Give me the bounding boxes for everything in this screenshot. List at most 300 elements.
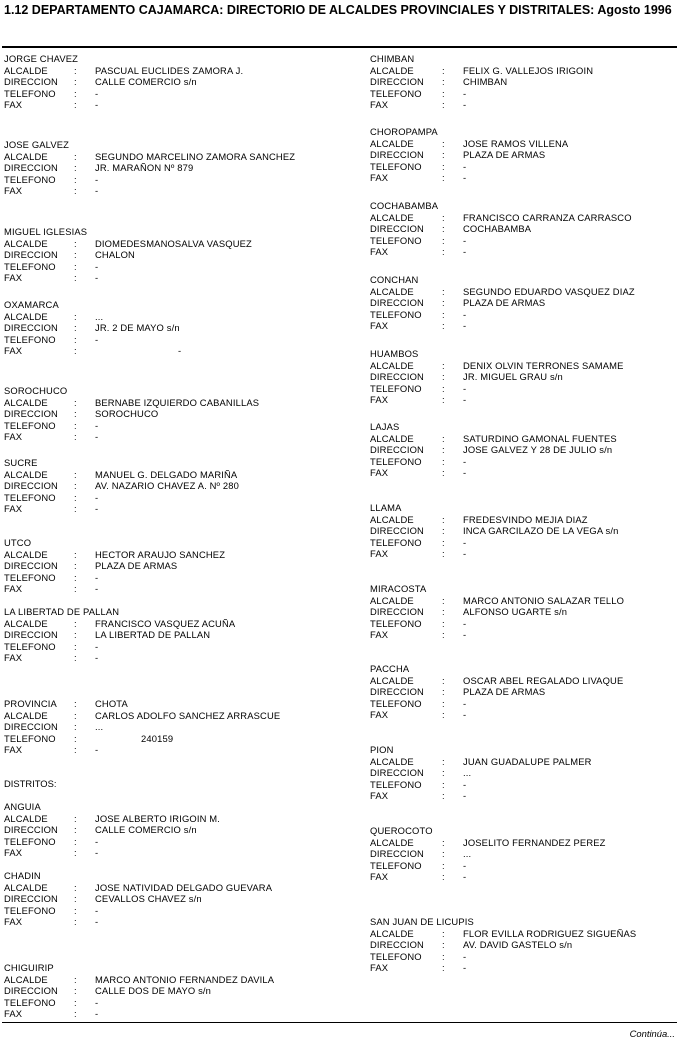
fax-row — [0, 272, 365, 284]
telefono-row — [366, 383, 679, 395]
directory-entry — [0, 139, 365, 197]
colon: : — [74, 973, 77, 985]
entry-heading: QUEROCOTO — [370, 825, 433, 836]
telefono-value: - — [463, 160, 467, 172]
alcalde-row — [366, 286, 679, 298]
fax-row — [366, 790, 679, 802]
telefono-value: - — [463, 382, 467, 394]
colon: : — [74, 345, 77, 356]
direccion-value: COCHABAMBA — [463, 223, 532, 234]
entry-heading-row — [0, 537, 365, 549]
fax-value: - — [95, 272, 99, 283]
telefono-label: TELEFONO — [370, 778, 422, 790]
alcalde-row — [366, 360, 679, 372]
telefono-label: TELEFONO — [4, 491, 56, 503]
alcalde-value: FRANCISCO CARRANZA CARRASCO — [463, 211, 632, 223]
alcalde-label: ALCALDE — [370, 836, 414, 848]
telefono-row — [366, 951, 679, 963]
direccion-label: DIRECCION — [370, 149, 424, 160]
alcalde-label: ALCALDE — [4, 310, 48, 322]
direccion-label: DIRECCION — [4, 721, 58, 732]
direccion-value: ... — [95, 721, 104, 732]
telefono-label: TELEFONO — [4, 904, 56, 916]
telefono-label: TELEFONO — [370, 308, 422, 320]
alcalde-label: ALCALDE — [4, 396, 48, 408]
colon: : — [442, 629, 445, 640]
fax-row — [0, 503, 365, 515]
telefono-value: - — [95, 904, 99, 916]
alcalde-row — [366, 595, 679, 607]
telefono-value: - — [463, 950, 467, 962]
telefono-value: - — [95, 87, 99, 99]
alcalde-label: ALCALDE — [4, 468, 48, 480]
fax-value: - — [95, 99, 99, 110]
entry-heading: PION — [370, 744, 394, 755]
fax-row — [366, 246, 679, 258]
colon: : — [74, 480, 77, 491]
entry-heading-row — [366, 126, 679, 138]
telefono-label: TELEFONO — [4, 835, 56, 847]
entry-heading: LA LIBERTAD DE PALLAN — [4, 606, 120, 617]
entry-heading-row — [0, 385, 365, 397]
direccion-label: DIRECCION — [370, 371, 424, 382]
telefono-label: TELEFONO — [370, 617, 422, 629]
direccion-row — [366, 848, 679, 860]
colon: : — [442, 467, 445, 478]
telefono-value: - — [95, 173, 99, 185]
telefono-value: - — [463, 778, 467, 790]
entry-heading-row — [366, 421, 679, 433]
alcalde-row — [0, 813, 365, 825]
telefono-row — [0, 420, 365, 432]
colon: : — [442, 76, 445, 87]
direccion-value: PLAZA DE ARMAS — [463, 686, 546, 697]
alcalde-row — [0, 311, 365, 323]
colon: : — [74, 150, 77, 162]
fax-value: - — [95, 431, 99, 442]
directory-entry — [0, 870, 365, 928]
alcalde-value: FRANCISCO VASQUEZ ACUÑA — [95, 617, 236, 629]
entry-heading-row — [0, 299, 365, 311]
colon: : — [74, 468, 77, 480]
colon: : — [74, 560, 77, 571]
direccion-value: PLAZA DE ARMAS — [463, 297, 546, 308]
telefono-row — [0, 174, 365, 186]
directory-entry — [0, 962, 365, 1020]
colon: : — [442, 172, 445, 183]
colon: : — [74, 173, 77, 185]
alcalde-label: ALCALDE — [370, 285, 414, 297]
colon: : — [74, 617, 77, 629]
direccion-value: INCA GARCILAZO DE LA VEGA s/n — [463, 525, 619, 536]
fax-row — [366, 871, 679, 883]
colon: : — [442, 99, 445, 110]
fax-label: FAX — [370, 320, 389, 331]
colon: : — [442, 525, 445, 536]
entry-heading-row — [0, 870, 365, 882]
entry-heading-row — [0, 962, 365, 974]
alcalde-row — [0, 710, 365, 722]
fax-label: FAX — [370, 871, 389, 882]
provincia-label: PROVINCIA — [4, 698, 57, 709]
direccion-value: ... — [463, 848, 472, 859]
entry-heading: UTCO — [4, 537, 32, 548]
direccion-row — [0, 824, 365, 836]
fax-label: FAX — [370, 790, 389, 801]
entry-heading-row — [0, 457, 365, 469]
telefono-label: TELEFONO — [4, 640, 56, 652]
entry-heading-row — [366, 274, 679, 286]
page-title: 1.12 DEPARTAMENTO CAJAMARCA: DIRECTORIO DE ALCALDES PROVINCIALES Y DISTRITALES: Agosto 1996 — [4, 3, 672, 17]
fax-value: - — [95, 1008, 99, 1019]
direccion-value: PLAZA DE ARMAS — [95, 560, 178, 571]
direccion-value: JR. MARAÑON Nº 879 — [95, 162, 194, 173]
fax-label: FAX — [4, 652, 23, 663]
entry-heading: CHOROPAMPA — [370, 126, 438, 137]
entry-heading-row — [366, 744, 679, 756]
fax-row — [366, 394, 679, 406]
colon: : — [74, 698, 77, 709]
fax-value: - — [95, 916, 99, 927]
directory-entry — [0, 606, 365, 664]
alcalde-label: ALCALDE — [370, 927, 414, 939]
entry-heading-row — [366, 348, 679, 360]
direccion-row — [366, 686, 679, 698]
fax-label: FAX — [370, 629, 389, 640]
entry-heading-row — [0, 801, 365, 813]
colon: : — [74, 162, 77, 173]
direccion-value: SOROCHUCO — [95, 408, 159, 419]
fax-label: FAX — [370, 394, 389, 405]
telefono-row — [0, 997, 365, 1009]
colon: : — [74, 548, 77, 560]
entry-heading-row — [366, 502, 679, 514]
colon: : — [74, 583, 77, 594]
telefono-value: - — [463, 859, 467, 871]
colon: : — [74, 629, 77, 640]
colon: : — [442, 950, 445, 962]
telefono-row — [0, 641, 365, 653]
telefono-label: TELEFONO — [4, 996, 56, 1008]
fax-value: - — [463, 394, 467, 405]
alcalde-label: ALCALDE — [4, 617, 48, 629]
telefono-row — [366, 618, 679, 630]
directory-entry — [366, 274, 679, 332]
colon: : — [74, 99, 77, 110]
telefono-value: - — [95, 640, 99, 652]
telefono-row — [0, 572, 365, 584]
directory-entry — [366, 348, 679, 406]
colon: : — [442, 778, 445, 790]
colon: : — [442, 211, 445, 223]
fax-row — [366, 548, 679, 560]
colon: : — [442, 432, 445, 444]
telefono-value: - — [95, 260, 99, 272]
telefono-value: - — [95, 835, 99, 847]
entry-heading-row — [0, 606, 365, 618]
fax-value: - — [463, 320, 467, 331]
colon: : — [74, 916, 77, 927]
alcalde-value: JUAN GUADALUPE PALMER — [463, 755, 592, 767]
alcalde-row — [366, 514, 679, 526]
direccion-label: DIRECCION — [4, 480, 58, 491]
bottom-rule — [2, 1022, 677, 1023]
entry-heading: JORGE CHAVEZ — [4, 53, 79, 64]
telefono-row — [366, 235, 679, 247]
entry-heading: PACCHA — [370, 663, 410, 674]
fax-row — [0, 1008, 365, 1020]
direccion-row — [366, 297, 679, 309]
direccion-label: DIRECCION — [4, 76, 58, 87]
direccion-label: DIRECCION — [4, 162, 58, 173]
direccion-value: ... — [463, 767, 472, 778]
fax-label: FAX — [4, 431, 23, 442]
direccion-label: DIRECCION — [4, 893, 58, 904]
directory-entry — [366, 663, 679, 721]
entry-heading: CHIMBAN — [370, 53, 415, 64]
entry-heading: CHADIN — [4, 870, 41, 881]
direccion-row — [0, 76, 365, 88]
telefono-label: TELEFONO — [370, 87, 422, 99]
direccion-row — [366, 371, 679, 383]
direccion-value: CEVALLOS CHAVEZ s/n — [95, 893, 202, 904]
colon: : — [442, 64, 445, 76]
colon: : — [442, 87, 445, 99]
telefono-row — [0, 492, 365, 504]
colon: : — [442, 382, 445, 394]
fax-value: - — [95, 185, 99, 196]
alcalde-label: ALCALDE — [4, 150, 48, 162]
alcalde-row — [366, 675, 679, 687]
alcalde-value: JOSE NATIVIDAD DELGADO GUEVARA — [95, 881, 273, 893]
colon: : — [74, 76, 77, 87]
direccion-label: DIRECCION — [4, 985, 58, 996]
directory-entry — [0, 698, 365, 756]
alcalde-row — [366, 65, 679, 77]
alcalde-row — [366, 212, 679, 224]
telefono-label: TELEFONO — [370, 234, 422, 246]
colon: : — [74, 812, 77, 824]
telefono-value: - — [463, 308, 467, 320]
fax-value: - — [463, 467, 467, 478]
direccion-value: JR. 2 DE MAYO s/n — [95, 322, 180, 333]
fax-value: - — [463, 962, 467, 973]
alcalde-value: JOSELITO FERNANDEZ PEREZ — [463, 836, 606, 848]
fax-label: FAX — [4, 345, 23, 356]
direccion-label: DIRECCION — [4, 322, 58, 333]
colon: : — [74, 431, 77, 442]
alcalde-value: MANUEL G. DELGADO MARIÑA — [95, 468, 238, 480]
direccion-label: DIRECCION — [4, 408, 58, 419]
entry-heading: SOROCHUCO — [4, 385, 68, 396]
direccion-row — [0, 249, 365, 261]
directory-entry — [366, 583, 679, 641]
telefono-row — [0, 88, 365, 100]
direccion-value: AV. NAZARIO CHAVEZ A. Nº 280 — [95, 480, 239, 491]
colon: : — [442, 160, 445, 172]
fax-value: - — [463, 99, 467, 110]
provincia-row — [0, 698, 365, 710]
colon: : — [442, 149, 445, 160]
telefono-value: 240159 — [141, 732, 174, 744]
directory-entry — [0, 537, 365, 595]
colon: : — [442, 859, 445, 871]
entry-heading: LLAMA — [370, 502, 402, 513]
telefono-label: TELEFONO — [370, 950, 422, 962]
alcalde-row — [366, 138, 679, 150]
telefono-label: TELEFONO — [4, 87, 56, 99]
alcalde-label: ALCALDE — [370, 755, 414, 767]
colon: : — [442, 444, 445, 455]
directory-entry — [366, 744, 679, 802]
fax-label: FAX — [370, 709, 389, 720]
telefono-row — [0, 334, 365, 346]
direccion-label: DIRECCION — [4, 629, 58, 640]
colon: : — [74, 64, 77, 76]
colon: : — [74, 322, 77, 333]
telefono-label: TELEFONO — [4, 732, 56, 744]
alcalde-label: ALCALDE — [370, 211, 414, 223]
telefono-row — [0, 733, 365, 745]
fax-value: - — [463, 709, 467, 720]
telefono-label: TELEFONO — [370, 160, 422, 172]
directory-entry — [0, 457, 365, 515]
directory-entry — [366, 126, 679, 184]
telefono-value: - — [95, 419, 99, 431]
direccion-value: CALLE COMERCIO s/n — [95, 76, 197, 87]
fax-value: - — [178, 345, 182, 356]
fax-value: - — [463, 548, 467, 559]
entry-heading: CONCHAN — [370, 274, 419, 285]
direccion-value: CHALON — [95, 249, 135, 260]
entry-heading-row — [366, 825, 679, 837]
distritos-label: DISTRITOS: — [4, 778, 57, 789]
fax-label: FAX — [4, 185, 23, 196]
alcalde-label: ALCALDE — [4, 973, 48, 985]
fax-label: FAX — [4, 272, 23, 283]
direccion-label: DIRECCION — [370, 686, 424, 697]
fax-value: - — [463, 629, 467, 640]
fax-label: FAX — [4, 916, 23, 927]
entry-heading-row — [366, 916, 679, 928]
colon: : — [74, 310, 77, 322]
alcalde-row — [0, 469, 365, 481]
direccion-row — [0, 408, 365, 420]
alcalde-value: SEGUNDO EDUARDO VASQUEZ DIAZ — [463, 285, 635, 297]
colon: : — [74, 503, 77, 514]
direccion-value: JOSE GALVEZ Y 28 DE JULIO s/n — [463, 444, 613, 455]
fax-value: - — [95, 583, 99, 594]
directory-entry — [366, 502, 679, 560]
alcalde-value: DIOMEDESMANOSALVA VASQUEZ — [95, 237, 252, 249]
direccion-label: DIRECCION — [370, 223, 424, 234]
telefono-value: - — [463, 87, 467, 99]
alcalde-label: ALCALDE — [370, 359, 414, 371]
direccion-row — [0, 480, 365, 492]
direccion-row — [366, 444, 679, 456]
entry-heading: HUAMBOS — [370, 348, 419, 359]
colon: : — [74, 237, 77, 249]
directory-entry — [0, 226, 365, 284]
alcalde-row — [0, 238, 365, 250]
fax-value: - — [95, 652, 99, 663]
entry-heading: CHIGUIRIP — [4, 962, 54, 973]
colon: : — [442, 606, 445, 617]
entry-heading: SUCRE — [4, 457, 38, 468]
alcalde-value: MARCO ANTONIO SALAZAR TELLO — [463, 594, 625, 606]
direccion-value: LA LIBERTAD DE PALLAN — [95, 629, 211, 640]
colon: : — [442, 308, 445, 320]
telefono-value: - — [95, 491, 99, 503]
telefono-row — [366, 88, 679, 100]
direccion-value: ALFONSO UGARTE s/n — [463, 606, 568, 617]
telefono-row — [0, 836, 365, 848]
telefono-label: TELEFONO — [370, 859, 422, 871]
entry-heading-row — [0, 139, 365, 151]
direccion-row — [366, 606, 679, 618]
colon: : — [74, 419, 77, 431]
fax-row — [0, 916, 365, 928]
fax-row — [366, 99, 679, 111]
colon: : — [442, 927, 445, 939]
colon: : — [442, 137, 445, 149]
colon: : — [74, 272, 77, 283]
colon: : — [74, 824, 77, 835]
fax-value: - — [95, 847, 99, 858]
continua-note: Continúa... — [629, 1028, 675, 1039]
alcalde-value: JOSE ALBERTO IRIGOIN M. — [95, 812, 221, 824]
fax-label: FAX — [370, 962, 389, 973]
colon: : — [442, 939, 445, 950]
alcalde-label: ALCALDE — [4, 64, 48, 76]
entry-heading: COCHABAMBA — [370, 200, 439, 211]
directory-entry — [0, 299, 365, 357]
fax-row — [366, 709, 679, 721]
colon: : — [442, 962, 445, 973]
colon: : — [442, 871, 445, 882]
telefono-row — [366, 456, 679, 468]
alcalde-value: DENIX OLVIN TERRONES SAMAME — [463, 359, 624, 371]
direccion-label: DIRECCION — [4, 249, 58, 260]
telefono-row — [366, 698, 679, 710]
direccion-row — [0, 629, 365, 641]
telefono-row — [366, 537, 679, 549]
fax-label: FAX — [4, 744, 23, 755]
alcalde-label: ALCALDE — [4, 548, 48, 560]
entry-heading: JOSE GALVEZ — [4, 139, 70, 150]
colon: : — [74, 904, 77, 916]
alcalde-label: ALCALDE — [370, 594, 414, 606]
alcalde-label: ALCALDE — [4, 237, 48, 249]
direccion-label: DIRECCION — [370, 606, 424, 617]
colon: : — [74, 709, 77, 721]
alcalde-row — [366, 928, 679, 940]
colon: : — [74, 652, 77, 663]
fax-value: - — [463, 172, 467, 183]
alcalde-label: ALCALDE — [370, 513, 414, 525]
alcalde-row — [0, 974, 365, 986]
colon: : — [442, 455, 445, 467]
direccion-row — [366, 767, 679, 779]
alcalde-value: HECTOR ARAUJO SANCHEZ — [95, 548, 226, 560]
top-rule — [2, 46, 677, 48]
colon: : — [442, 755, 445, 767]
fax-row — [366, 320, 679, 332]
colon: : — [74, 396, 77, 408]
fax-value: - — [463, 871, 467, 882]
telefono-label: TELEFONO — [4, 571, 56, 583]
entry-heading: MIGUEL IGLESIAS — [4, 226, 88, 237]
